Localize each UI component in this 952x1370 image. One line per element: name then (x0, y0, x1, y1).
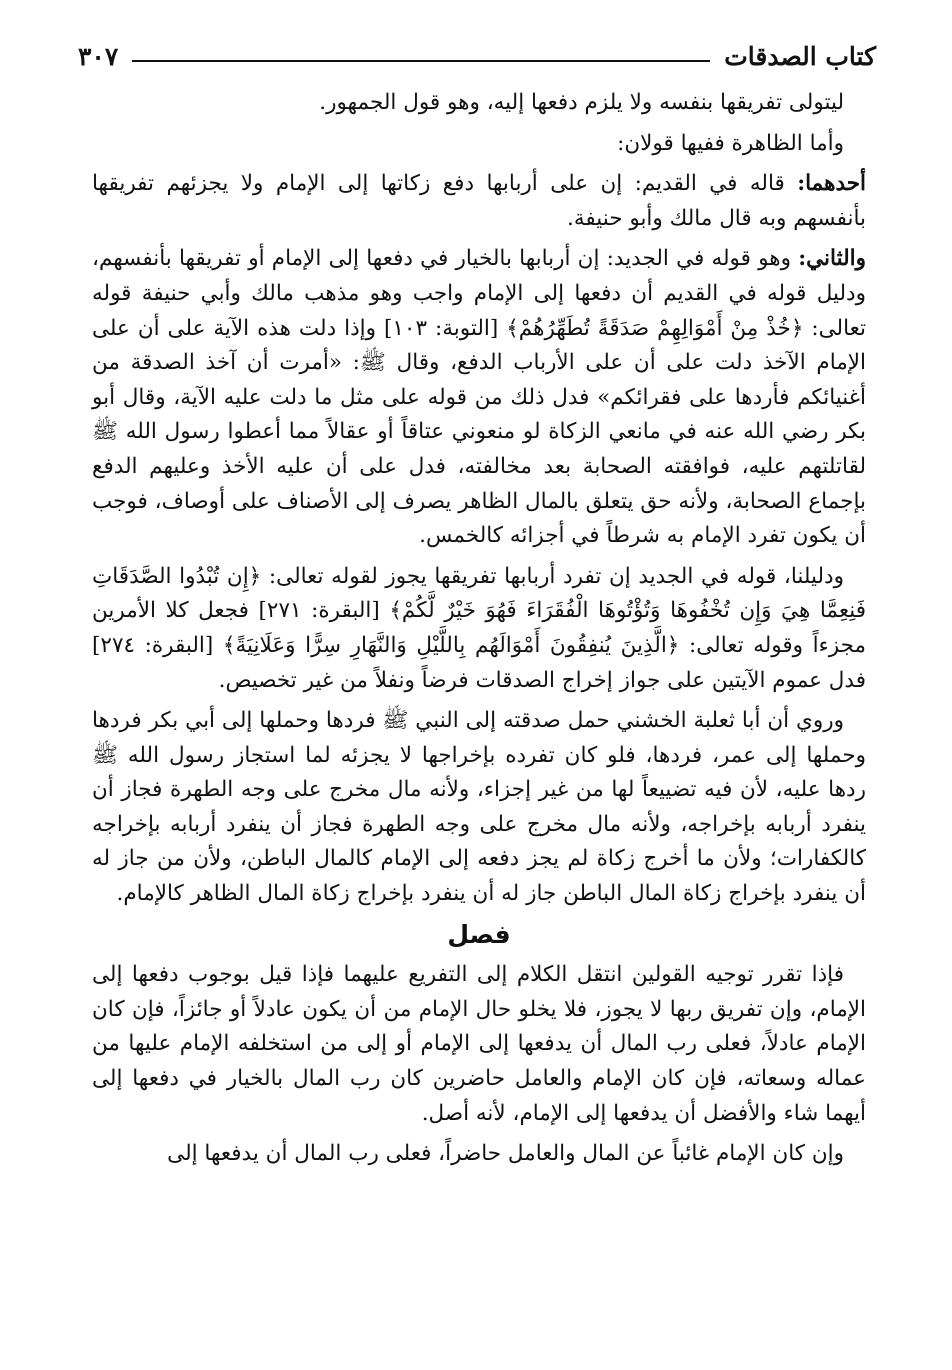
paragraph (92, 704, 866, 912)
paragraph-text: وإن كان الإمام غائباً عن المال والعامل حاضراً، فعلى رب المال أن يدفعها إلى (167, 1141, 844, 1167)
paragraph-text: ودليلنا، قوله في الجديد إن تفرد أربابها تفريقها يجوز لقوله تعالى: ﴿إِن تُبْدُوا الصَّدَقَاتِ فَنِعِمَّا هِيَ وَإِن تُخْفُوهَا وَتُؤْتُوهَا الْفُقَرَاءَ فَهُوَ خَيْرٌ لَّكُمْ﴾ [البقرة: ٢٧١] فجعل كلا الأمرين مجزءاً وقوله تعالى: ﴿الَّذِينَ يُنفِقُونَ أَمْوَالَهُم بِاللَّيْلِ وَالنَّهَارِ سِرًّا وَعَلَانِيَةً﴾ [البقرة: ٢٧٤] فدل عموم الآيتين على جواز إخراج الصدقات فرضاً ونفلاً من غير تخصيص. (92, 563, 866, 693)
paragraph (92, 127, 866, 162)
paragraph (92, 86, 866, 121)
paragraph (92, 560, 866, 698)
paragraph (92, 242, 866, 553)
chapter-title: كتاب الصدقات (724, 41, 876, 71)
section-heading: فصل (447, 919, 511, 949)
paragraph (92, 167, 866, 236)
paragraph (92, 958, 866, 1131)
paragraph-text: وروي أن أبا ثعلبة الخشني حمل صدقته إلى النبي ﷺ فردها وحملها إلى أبي بكر فردها وحملها إلى عمر، فردها، فلو كان تفرده بإخراجها لا يجزئه لما استجاز رسول الله ﷺ ردها عليه، لأن فيه تضييعاً لها من غير إجزاء، ولأنه مال مخرج على وجه الطهرة فجاز أن ينفرد أربابه بإخراجه، ولأنه مال مخرج على وجه الطهرة فجاز أن ينفرد أربابه بإخراجه كالكفارات؛ ولأن ما أخرج زكاة لم يجز دفعه إلى الإمام كالمال الباطن، ولأن من جاز له أن ينفرد بإخراج زكاة المال الباطن جاز له أن ينفرد بإخراج زكاة المال الظاهر كالإمام. (92, 708, 866, 907)
paragraph-text: وأما الظاهرة ففيها قولان: (617, 130, 844, 156)
paragraph-text: قاله في القديم: إن على أربابها دفع زكاتها إلى الإمام ولا يجزئهم تفريقها بأنفسهم وبه قال مالك وأبو حنيفة. (92, 171, 866, 231)
page-number: ٣٠٧ (78, 41, 119, 71)
page-header (78, 36, 876, 76)
page-body (92, 86, 866, 1178)
opinion-label: أحدهما: (797, 171, 866, 197)
paragraph (92, 1137, 866, 1172)
paragraph-text: ليتولى تفريقها بنفسه ولا يلزم دفعها إليه، وهو قول الجمهور. (319, 90, 844, 115)
paragraph-text: فإذا تقرر توجيه القولين انتقل الكلام إلى التفريع عليهما فإذا قيل بوجوب دفعها إلى الإمام، وإن تفريق ربها لا يجوز، فلا يخلو حال الإمام من أن يكون عادلاً أو جائزاً، فإن كان الإمام عادلاً، فعلى رب المال أن يدفعها إلى الإمام أو إلى من استخلفه الإمام عليها من عماله وسعاته، فإن كان الإمام والعامل حاضرين كان رب المال بالخيار في دفعها إلى أيهما شاء والأفضل أن يدفعها إلى الإمام، لأنه أصل. (92, 962, 866, 1126)
paragraph-text: وهو قوله في الجديد: إن أربابها بالخيار في دفعها إلى الإمام أو تفريقها بأنفسهم، ودليل قوله في القديم أن دفعها إلى الإمام واجب وهو مذهب مالك وأبي حنيفة قوله تعالى: ﴿خُذْ مِنْ أَمْوَالِهِمْ صَدَقَةً تُطَهِّرُهُمْ﴾ [التوبة: ١٠٣] وإذا دلت هذه الآية على أن على الإمام الآخذ دلت على أن على الأرباب الدفع، وقال ﷺ: «أمرت أن آخذ الصدقة من أغنيائكم فأردها على فقرائكم» فدل ذلك من قوله على مثل ما دلت عليه الآية، وقال أبو بكر رضي الله عنه في مانعي الزكاة لو منعوني عتاقاً أو عقالاً مما أعطوا رسول الله ﷺ لقاتلتهم عليه، فوافقته الصحابة بعد مخالفته، فدل على أن عليه الأخذ وعليهم الدفع بإجماع الصحابة، ولأنه حق يتعلق بالمال الظاهر يصرف إلى الأصناف على أوصاف، فوجب أن يكون تفرد الإمام به شرطاً في أجزائه كالخمس. (92, 246, 867, 549)
header-rule (132, 60, 710, 62)
opinion-label: والثاني: (798, 246, 866, 272)
